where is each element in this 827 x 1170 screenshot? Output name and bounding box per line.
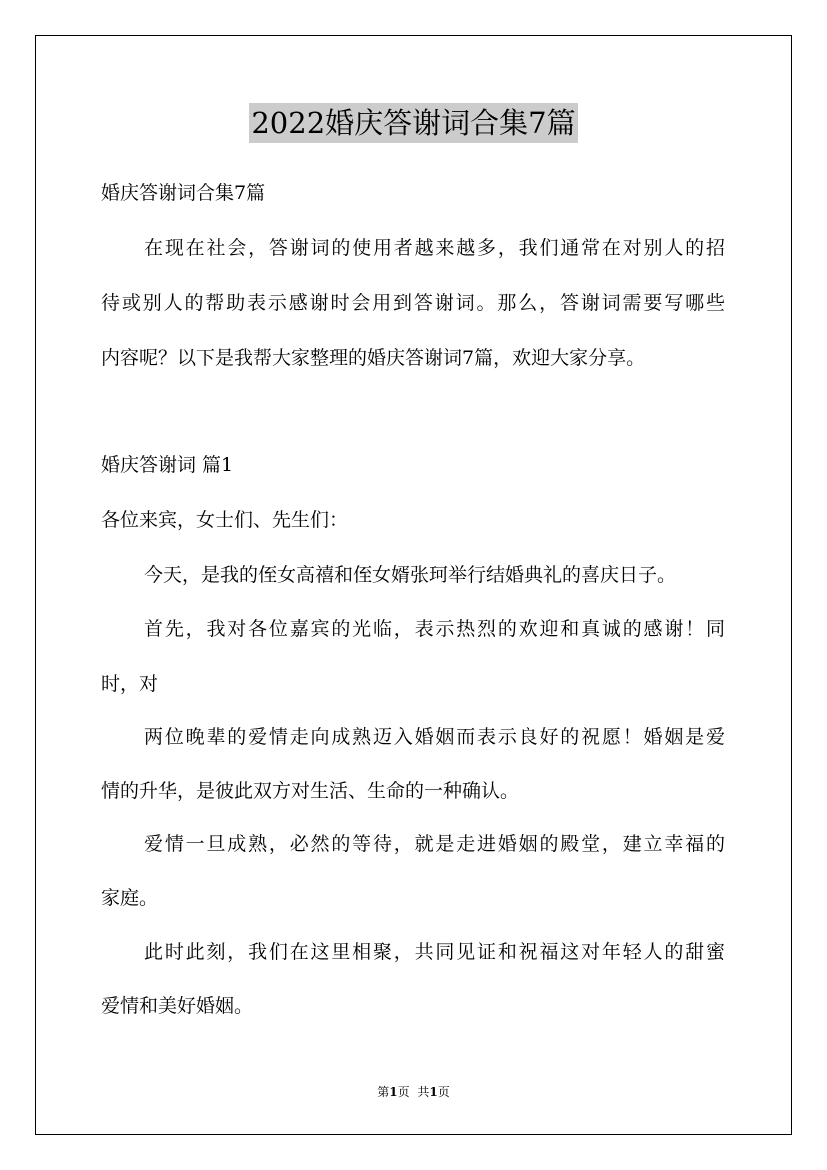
page-footer	[0, 1084, 827, 1100]
total-pages: 1	[429, 1085, 438, 1099]
paragraph-line: 家庭。	[101, 887, 159, 909]
paragraph-line: 情的升华，是彼此双方对生活、生命的一种确认。	[101, 780, 520, 802]
title-container	[0, 103, 827, 143]
subtitle-line: 婚庆答谢词合集7篇	[101, 182, 266, 204]
section-heading: 婚庆答谢词 篇1	[101, 454, 234, 476]
page-label-prefix: 第	[377, 1085, 390, 1099]
page-number: 1	[389, 1085, 398, 1099]
paragraph-line: 此时此刻，我们在这里相聚，共同见证和祝福这对年轻人的甜蜜	[144, 941, 725, 963]
paragraph-line: 首先，我对各位嘉宾的光临，表示热烈的欢迎和真诚的感谢！同	[144, 618, 725, 640]
paragraph-line: 两位晚辈的爱情走向成熟迈入婚姻而表示良好的祝愿！婚姻是爱	[144, 726, 725, 748]
paragraph-line: 爱情和美好婚姻。	[101, 995, 254, 1017]
paragraph-line: 今天，是我的侄女高禧和侄女婿张珂举行结婚典礼的喜庆日子。	[144, 564, 677, 586]
document-title: 2022婚庆答谢词合集7篇	[249, 103, 577, 143]
paragraph-line: 在现在社会，答谢词的使用者越来越多，我们通常在对别人的招	[144, 237, 725, 259]
page-label-suffix: 页	[397, 1085, 410, 1099]
total-label-prefix: 共	[417, 1085, 430, 1099]
paragraph-line: 爱情一旦成熟，必然的等待，就是走进婚姻的殿堂，建立幸福的	[144, 833, 725, 855]
paragraph-line: 时，对	[101, 673, 159, 695]
total-label-suffix: 页	[437, 1085, 450, 1099]
salutation-line: 各位来宾，女士们、先生们：	[101, 509, 349, 531]
paragraph-line: 待或别人的帮助表示感谢时会用到答谢词。那么，答谢词需要写哪些	[101, 292, 725, 314]
paragraph-line: 内容呢？以下是我帮大家整理的婚庆答谢词7篇，欢迎大家分享。	[101, 347, 646, 369]
